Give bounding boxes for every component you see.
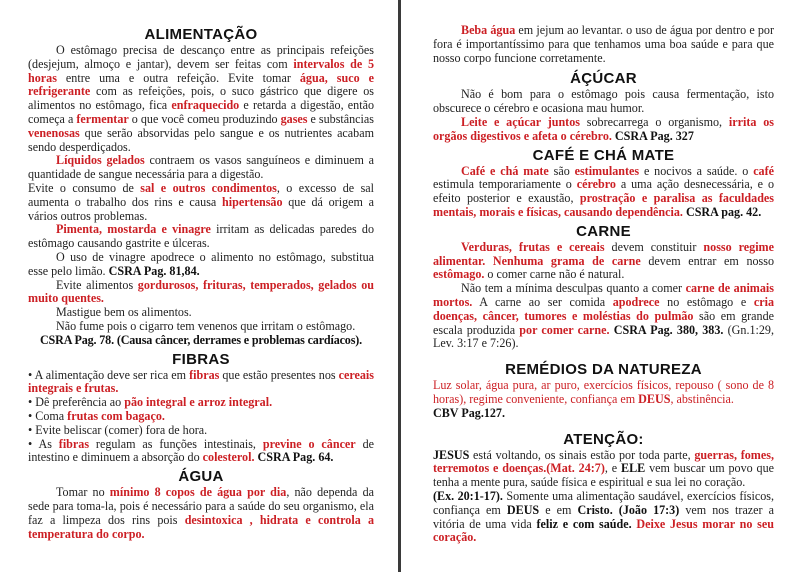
highlight-text: estimulantes — [574, 163, 640, 178]
highlight-text: cria doenças, câncer, tumores e moléstias do pulmão — [433, 294, 774, 323]
highlight-text: frutas com bagaço. — [67, 408, 165, 423]
highlight-text: irrita os orgãos digestivos e afeta o cérebro. — [433, 114, 775, 143]
text-run: sobrecarrega o organismo, — [579, 114, 729, 129]
highlight-text: café — [753, 163, 774, 178]
paragraph — [28, 251, 374, 279]
text-run: devem constituir — [604, 239, 704, 254]
text-run: Tomar no — [56, 485, 110, 500]
text-run: devem entrar em nosso — [640, 253, 775, 268]
bold-text: JESUS — [433, 447, 470, 462]
highlight-text: Leite e açúcar juntos — [461, 114, 580, 129]
highlight-text: estômago. — [433, 267, 485, 282]
text-run: • Coma — [28, 408, 68, 423]
highlight-text: fibras — [58, 436, 90, 451]
bold-text: (João 17:3) — [618, 502, 680, 517]
heading-remedios: REMÉDIOS DA NATUREZA — [505, 361, 702, 379]
bold-text: Cristo. — [577, 502, 613, 517]
text-run: Não tem a mínima desculpas quanto a comer — [461, 281, 686, 296]
text-run: irritam as delicadas paredes do estômago causando gastrite e úlceras. — [28, 222, 374, 251]
text-run: a uma ação desnecessária, e o efeito posterior e exaustão, — [433, 177, 774, 206]
text-run: Evite alimentos — [56, 277, 138, 292]
text-run: O uso de vinagre apodrece o alimento no estômago, substitua esse pelo limão. — [28, 249, 374, 278]
bold-text: CSRA Pag. 81,84. — [108, 263, 200, 278]
text-run: e nocivos a saúde. o — [639, 163, 754, 178]
text-run: e em — [539, 502, 578, 517]
highlight-text: água, suco e refrigerante — [28, 70, 374, 99]
text-run: • As — [28, 436, 59, 451]
text-run: que estão presentes nos — [219, 367, 339, 382]
bold-text: feliz e com saúde. — [536, 516, 632, 531]
highlight-text: Líquidos gelados — [56, 153, 145, 168]
highlight-text: cereais integrais e frutas. — [28, 367, 374, 396]
highlight-text: previne o câncer — [262, 436, 356, 451]
text-run: são em grande escala produzida — [433, 308, 774, 337]
paragraph — [28, 279, 374, 307]
list-item — [28, 438, 374, 466]
highlight-text: prostração e paralisa as faculdades mentais, morais e físicas, causando dependência. — [433, 191, 774, 219]
bold-text: CSRA Pag. 327 — [611, 128, 694, 143]
paragraph — [28, 486, 374, 541]
list-item — [28, 424, 374, 438]
text-run: • A alimentação deve ser rica em — [28, 367, 190, 382]
highlight-text: venenosas — [28, 125, 80, 140]
text-run: Somente uma alimentação saudável, exercícios físicos, confiança em — [433, 488, 775, 517]
text-run: , o excesso de sal aumenta o trabalho dos rins e causa — [28, 180, 375, 209]
highlight-text: mínimo 8 copos de água por dia — [109, 485, 287, 500]
highlight-text: Beba água — [461, 23, 516, 37]
heading-fibras: FIBRAS — [172, 350, 230, 368]
text-run: o comer carne não é natural. — [484, 267, 625, 282]
highlight-text: Verduras, frutas e cereais — [461, 239, 605, 254]
paragraph — [433, 116, 774, 144]
text-run: contraem os vasos sanguíneos e diminuem a quantidade de sangue necessária para a digestão. — [28, 153, 374, 182]
text-run: , não dependa da sede para toma-la, pois é necessário para a saúde do seu organismo, ela faz a limpeza dos rins pois — [28, 485, 374, 527]
list-item — [28, 369, 374, 397]
right-column — [401, 0, 800, 545]
highlight-text: por comer carne. — [519, 322, 610, 337]
paragraph: Não fume pois o cigarro tem venenos que irritam o estômago. — [56, 318, 356, 333]
heading-acucar: ÁÇÚCAR — [570, 70, 637, 88]
highlight-text: guerras, fomes, terremotos e doenças. — [433, 447, 774, 476]
paragraph — [433, 24, 774, 65]
highlight-text: colesterol. — [202, 450, 255, 465]
highlight-text: Deixe Jesus morar no seu coração. — [433, 516, 774, 545]
highlight-text: Pimenta, mostarda e vinagre — [56, 222, 211, 237]
text-run: • Evite beliscar (comer) fora de hora. — [28, 422, 208, 437]
highlight-text: intervalos de 5 horas — [28, 56, 374, 85]
highlight-text: gases — [280, 111, 308, 126]
text-run: e retarda a digestão, então começa a — [28, 98, 374, 126]
paragraph — [28, 154, 374, 182]
highlight-text: hipertensão — [222, 194, 283, 209]
heading-agua: ÁGUA — [178, 468, 224, 486]
text-run: O estômago precisa de descanço entre as principais refeições (desjejum, almoço e jantar), devem ser feitas com — [28, 43, 374, 71]
highlight-text: desintoxica , hidrata e controla a temperatura do corpo. — [28, 512, 374, 541]
fibras-list — [28, 369, 374, 466]
text-run: está voltando, os sinais estão por toda parte, — [469, 447, 695, 462]
text-run: vem nos trazer a vitória de uma vida — [433, 502, 774, 531]
paragraph — [433, 449, 774, 490]
text-run: em jejum ao levantar. o uso de água por dentro e por fora é importantíssimo para que tenhamos uma boa saúde e para que nosso corpo funcione corretamente. — [433, 23, 774, 65]
text-run: entre uma e outra refeição. Evite tomar — [56, 70, 300, 85]
highlight-text: enfraquecido — [171, 98, 240, 113]
paragraph — [28, 223, 374, 251]
text-run: que dá origem a vários outros problemas. — [28, 194, 375, 223]
highlight-text: (Mat. 24:7) — [546, 461, 605, 476]
bold-text: ELE — [621, 461, 646, 476]
heading-atencao: ATENÇÃO: — [563, 430, 644, 448]
bold-text: CSRA Pag. 380, 383. — [609, 322, 724, 337]
text-run: de intestino e diminuem a absorção do — [28, 436, 374, 465]
text-run: A carne ao ser comida — [472, 294, 613, 309]
paragraph — [28, 44, 374, 154]
text-run: Evite o consumo de — [28, 180, 141, 195]
reference-note: CBV Pag.127. — [433, 405, 506, 420]
red-text: , abstinência. — [670, 391, 734, 406]
highlight-text: Café e chá mate — [461, 163, 549, 178]
text-run: estimula temporariamente o — [433, 177, 577, 192]
text-run: no estômago e — [659, 294, 754, 309]
highlight-text: nosso regime alimentar. Nenhuma grama de carne — [433, 239, 775, 268]
text-run: (Gn.1:29, Lev. 3:17 e 7:26). — [433, 322, 774, 351]
highlight-text: apodrece — [612, 294, 660, 309]
paragraph: Não é bom para o estômago pois causa fermentação, isto obscurece o cérebro e ocasiona mau humor. — [433, 87, 774, 116]
text-run: • Dê preferência ao — [28, 395, 125, 410]
highlight-text: DEUS — [638, 391, 671, 406]
list-item — [28, 396, 374, 410]
text-run: e substâncias — [307, 111, 374, 126]
text-run: que serão absorvidas pelo sangue e os nutrientes acabam sendo desperdiçados. — [28, 125, 374, 154]
highlight-text: pão integral e arroz integral. — [124, 395, 273, 410]
paragraph — [433, 379, 774, 407]
heading-cafe: CAFÉ E CHÁ MATE — [532, 146, 675, 164]
bold-text: DEUS — [506, 502, 540, 517]
left-column — [0, 0, 398, 541]
highlight-text: gordurosos, frituras, temperados, gelados ou muito quentes. — [28, 277, 374, 306]
paragraph — [433, 490, 774, 545]
text-run: regulam as funções intestinais, — [89, 436, 263, 451]
text-run: , e — [604, 461, 622, 476]
paragraph — [433, 241, 774, 282]
heading-alimentacao: ALIMENTAÇÃO — [144, 26, 258, 43]
list-item — [28, 410, 374, 424]
text-run: vem buscar um povo que tenha a mente pura, saúde física e espiritual e sua lei no coração. — [433, 461, 775, 490]
highlight-text: sal e outros condimentos — [140, 180, 277, 195]
bold-text: CSRA pag. 42. — [682, 204, 762, 219]
paragraph — [28, 182, 374, 223]
text-run: o que você comeu produzindo — [128, 111, 281, 126]
paragraph — [433, 282, 774, 351]
reference-note: CSRA Pag. 78. (Causa câncer, derrames e problemas cardíacos). — [39, 332, 363, 347]
heading-carne: CARNE — [576, 222, 631, 240]
text-run: são — [548, 163, 575, 178]
bold-text: CSRA Pag. 64. — [254, 450, 334, 465]
highlight-text: carne de animais mortos. — [433, 281, 774, 309]
highlight-text: fermentar — [76, 111, 129, 126]
red-text: Luz solar, água pura, ar puro, exercícios físicos, repouso ( sono de 8 horas), regime conveniente, confiança em — [433, 378, 774, 406]
text-run: com as refeições, pois, o suco gástrico que digere os alimentos no estômago, fica — [28, 84, 374, 113]
paragraph: Mastigue bem os alimentos. — [56, 305, 192, 320]
paragraph — [433, 165, 774, 220]
highlight-text: fibras — [189, 367, 220, 382]
highlight-text: cérebro — [576, 177, 616, 192]
bold-text: (Ex. 20:1-17). — [433, 488, 503, 503]
